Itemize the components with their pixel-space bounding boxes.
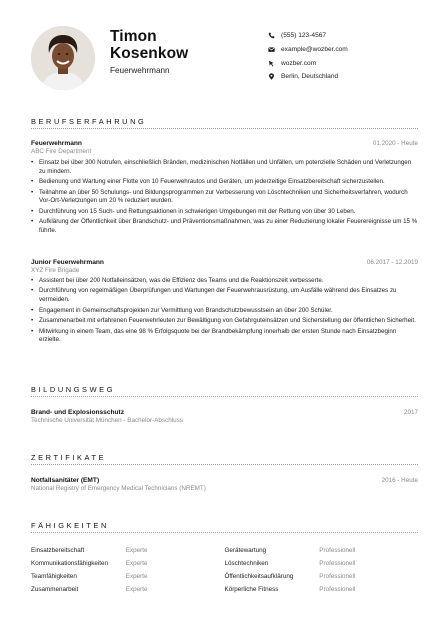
skill-level: Professionell <box>319 586 356 593</box>
list-item: • Assistent bei über 200 Notfalleinsätzen, was die Effizienz des Teams und die Reaktionszeit verbesserte. <box>31 277 418 286</box>
job-2-company: XYZ Fire Brigade <box>31 267 80 274</box>
certificates-divider <box>31 464 418 465</box>
job-1-header <box>31 140 418 155</box>
list-item: • Zusammenarbeit mit erfahrenen Feuerwehrleuten zur Bewältigung von Gefahrguteinsätzen und Sicherstellung der öffentlichen Sicherheit. <box>31 317 418 326</box>
education-entry <box>31 409 418 424</box>
list-item: • Teilnahme an über 50 Schulungs- und Bildungsprogrammen zur Verbesserung von Löschtechniken und Sicherheitsverfahren, wodurch Vor-Ort-Verletzungen um 20 % reduziert wurden. <box>31 189 418 206</box>
cursor-icon <box>268 60 275 67</box>
skill-name: Öffentlichkeitsaufklärung <box>224 573 294 580</box>
skill-name: Gerätewartung <box>224 547 267 554</box>
list-item: • Einsatz bei über 300 Notrufen, einschließlich Bränden, medizinischen Notfällen und Unfällen, um potenzielle Schäden und Verletzungen zu mindern. <box>31 159 418 176</box>
skills-table <box>31 544 418 596</box>
skill-row <box>31 570 418 583</box>
website-text: wozber.com <box>281 59 317 67</box>
education-heading: BILDUNGSWEG <box>31 385 116 394</box>
job-2-header <box>31 259 418 274</box>
email-text: example@wozber.com <box>281 46 348 54</box>
location-pin-icon <box>268 73 275 80</box>
list-item: • Aufklärung der Öffentlichkeit über Brandschutz- und Präventionsmaßnahmen, was zu einer Reduzierung lokaler Feuerereignisse um 15 % führte. <box>31 218 418 235</box>
skill-row <box>31 544 418 557</box>
skill-level: Experte <box>125 560 148 567</box>
contact-location <box>268 70 428 84</box>
contact-email <box>268 43 428 57</box>
skill-name: Körperliche Fitness <box>224 586 279 593</box>
skill-row <box>31 557 418 570</box>
job-1-company: ABC Fire Department <box>31 148 92 155</box>
list-item: • Engagement in Gemeinschaftsprojekten zur Vermittlung von Brandschutzbewusstsein an über 200 Schüler. <box>31 307 418 316</box>
mail-icon <box>268 46 275 53</box>
certificate-date: 2016 - Heute <box>381 477 418 484</box>
skills-heading: FÄHIGKEITEN <box>31 521 109 530</box>
contact-phone <box>268 29 428 43</box>
candidate-role: Feuerwehrmann <box>110 66 170 75</box>
skill-name: Teamfähigkeiten <box>31 573 77 580</box>
skill-name: Einsatzbereitschaft <box>31 547 85 554</box>
certificates-heading: ZERTIFIKATE <box>31 453 107 462</box>
name-first: Timon <box>110 28 157 45</box>
certificate-name: Notfallsanitäter (EMT) <box>31 477 100 484</box>
phone-icon <box>268 32 275 39</box>
skill-level: Experte <box>125 547 148 554</box>
job-2-bullets <box>31 277 418 347</box>
candidate-name <box>110 28 188 62</box>
skill-level: Experte <box>125 573 148 580</box>
skill-name: Zusammenarbeit <box>31 586 79 593</box>
experience-divider <box>31 128 418 129</box>
job-2-date: 06.2017 - 12.2019 <box>366 259 418 266</box>
profile-photo <box>31 26 95 90</box>
education-degree: Brand- und Explosionsschutz <box>31 409 125 416</box>
education-school: Technische Universität München - Bachelor-Abschluss <box>31 417 183 424</box>
skill-level: Experte <box>125 586 148 593</box>
job-1-bullets <box>31 159 418 237</box>
skill-level: Professionell <box>319 573 356 580</box>
name-last: Kosenkow <box>110 45 189 62</box>
list-item: • Bedienung und Wartung einer Flotte von 10 Feuerwehrautos und Geräten, um jederzeitige Einsatzbereitschaft sicherzustellen. <box>31 178 418 187</box>
list-item: • Durchführung von 15 Such- und Rettungsaktionen in schwierigen Umgebungen mit der Rettung von über 30 Leben. <box>31 208 418 217</box>
certificate-issuer: National Registry of Emergency Medical Technicians (NREMT) <box>31 485 206 492</box>
job-2-position: Junior Feuerwehrmann <box>31 259 104 266</box>
phone-text: (555) 123-4567 <box>281 32 327 40</box>
skill-level: Professionell <box>319 560 356 567</box>
experience-heading: BERUFSERFAHRUNG <box>31 117 147 126</box>
skill-level: Professionell <box>319 547 356 554</box>
list-item: • Mitwirkung in einem Team, das eine 98 % Erfolgsquote bei der Brandbekämpfung innerhalb der ersten Stunde nach Einsatzbeginn erzielte. <box>31 328 418 345</box>
location-text: Berlin, Deutschland <box>281 73 339 81</box>
skills-divider <box>31 532 418 533</box>
education-divider <box>31 396 418 397</box>
certificate-entry <box>31 477 418 492</box>
skill-name: Kommunikationsfähigkeiten <box>31 560 109 567</box>
job-1-date: 01.2020 - Heute <box>372 140 418 147</box>
list-item: • Durchführung von regelmäßigen Überprüfungen und Wartungen der Feuerwehrausrüstung, um Ausfälle während des Einsatzes zu vermeiden. <box>31 287 418 304</box>
contact-website <box>268 56 428 70</box>
contact-block <box>268 29 428 84</box>
skill-name: Löschtechniken <box>224 560 269 567</box>
job-1-position: Feuerwehrmann <box>31 140 82 147</box>
education-date: 2017 <box>403 409 418 416</box>
skill-row <box>31 583 418 596</box>
